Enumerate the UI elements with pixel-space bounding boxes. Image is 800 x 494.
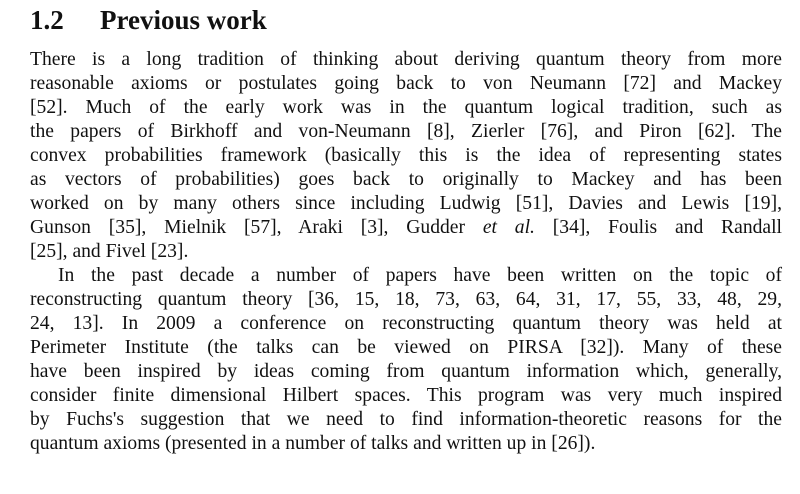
text-line: 24, 13]. In 2009 a conference on reconstructing quantum theory was held at: [30, 313, 782, 334]
text-line: There is a long tradition of thinking about deriving quantum theory from more: [30, 49, 782, 70]
text-line: consider finite dimensional Hilbert spaces. This program was very much inspired: [30, 385, 782, 406]
text-line: worked on by many others since including Ludwig [51], Davies and Lewis [19],: [30, 193, 782, 214]
text-line: Perimeter Institute (the talks can be viewed on PIRSA [32]). Many of these: [30, 337, 782, 358]
text-line: [25], and Fivel [23].: [30, 241, 189, 262]
text-line: have been inspired by ideas coming from quantum information which, generally,: [30, 361, 782, 382]
text-line: the papers of Birkhoff and von-Neumann [8], Zierler [76], and Piron [62]. The: [30, 121, 782, 142]
text-line: reasonable axioms or postulates going back to von Neumann [72] and Mackey: [30, 73, 782, 94]
text-line: reconstructing quantum theory [36, 15, 18, 73, 63, 64, 31, 17, 55, 33, 48, 29,: [30, 289, 782, 310]
section-heading: [30, 3, 267, 37]
text-line: [52]. Much of the early work was in the quantum logical tradition, such as: [30, 97, 782, 118]
text-line: as vectors of probabilities) goes back to originally to Mackey and has been: [30, 169, 782, 190]
text-line: In the past decade a number of papers have been written on the topic of: [58, 265, 782, 286]
text-line: quantum axioms (presented in a number of talks and written up in [26]).: [30, 433, 596, 454]
et-al-italic: et al.: [482, 217, 535, 238]
text-line: by Fuchs's suggestion that we need to find information-theoretic reasons for the: [30, 409, 782, 430]
text-line: convex probabilities framework (basically this is the idea of representing states: [30, 145, 782, 166]
text-line: Gunson [35], Mielnik [57], Araki [3], Gudder et al. [34], Foulis and Randall: [30, 217, 782, 238]
section-title: Previous work: [100, 5, 267, 35]
section-number: 1.2: [30, 5, 64, 35]
